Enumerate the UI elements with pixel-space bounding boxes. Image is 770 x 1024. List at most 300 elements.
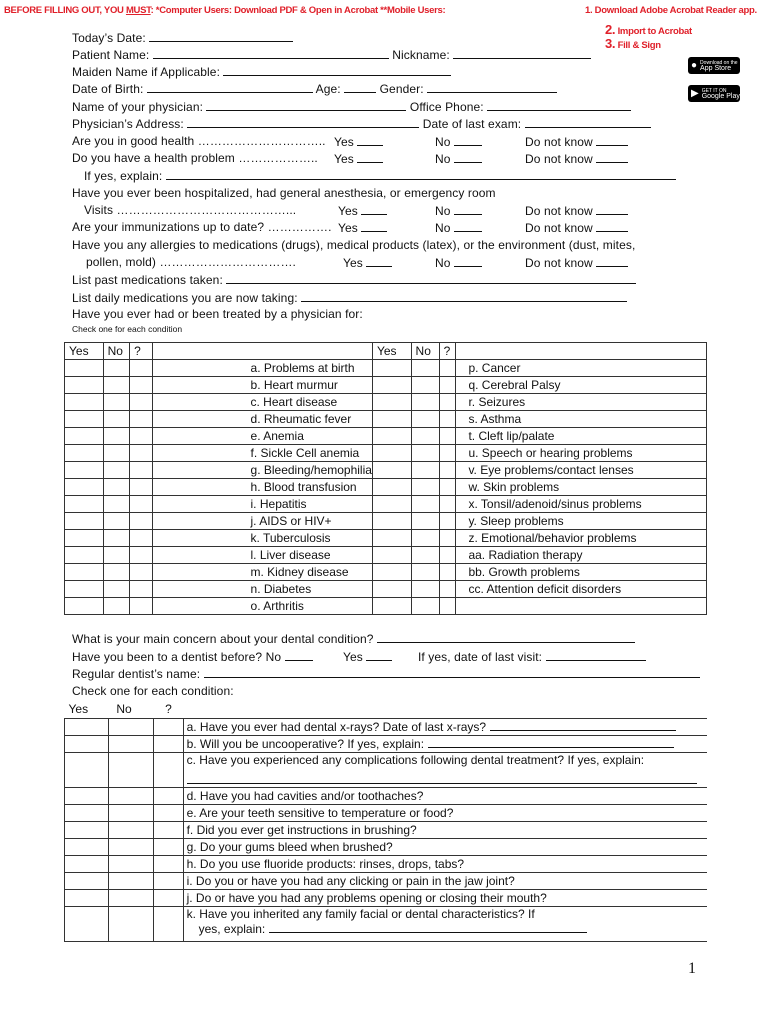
no-cell[interactable] [108,906,153,941]
condition-label: s. Asthma [456,411,707,428]
visits-dnk[interactable] [525,203,628,218]
no-label: No [435,256,451,270]
step-3-number: 3. [605,36,616,51]
no-cell[interactable] [411,462,439,479]
last-visit-label: If yes, date of last visit: [418,650,543,664]
no-cell[interactable] [103,530,130,547]
dental-question-text: b. Will you be uncooperative? If yes, explain: [186,737,425,751]
visits-row [84,203,296,217]
conditions-table [64,342,707,615]
health-problem-dnk[interactable] [525,151,628,166]
yes-cell[interactable] [372,513,411,530]
yes-cell[interactable] [65,530,104,547]
good-health-no[interactable] [435,134,482,149]
unknown-cell[interactable] [130,462,152,479]
health-problem-label: Do you have a health problem [72,151,235,165]
step-1-download: 1. Download Adobe Acrobat Reader app. [585,5,757,16]
no-cell[interactable] [411,377,439,394]
patient-name-row [72,47,591,62]
dental-row [65,821,708,838]
health-problem-row [72,151,318,165]
no-cell[interactable] [108,735,153,752]
no-cell[interactable] [411,496,439,513]
immunizations-yes[interactable] [338,220,387,235]
todays-date-label: Today’s Date: [72,31,146,45]
yes-cell[interactable] [65,718,109,735]
no-cell[interactable] [103,360,130,377]
health-problem-dots: ……………….. [238,151,318,165]
immunizations-dots: ……………. [267,220,332,234]
physician-address-field[interactable] [187,116,419,128]
been-before-label: Have you been to a dentist before? No [72,650,282,664]
yes-cell[interactable] [65,462,104,479]
no-cell[interactable] [108,804,153,821]
unknown-cell[interactable] [130,445,152,462]
google-small: GET IT ON [701,87,727,94]
dental-question [183,821,707,838]
past-meds-field[interactable] [226,272,636,284]
no-blank[interactable] [454,220,482,232]
col-unknown-header: ? [439,343,456,360]
condition-label: x. Tonsil/adenoid/sinus problems [456,496,707,513]
condition-label: r. Seizures [456,394,707,411]
yes-cell[interactable] [65,513,104,530]
dental-question-text: f. Did you ever get instructions in brushing? [186,822,417,837]
answer-field[interactable] [428,736,674,748]
yes-cell[interactable] [65,889,109,906]
pollen-row [86,255,296,269]
main-concern-field[interactable] [377,631,635,643]
conditions-header-row [65,343,707,360]
immunizations-dnk[interactable] [525,220,628,235]
visits-yes[interactable] [338,203,387,218]
yes-cell[interactable] [372,394,411,411]
yes-label: Yes [338,221,358,235]
no-cell[interactable] [108,838,153,855]
dental-question [183,718,707,735]
dental-row [65,872,708,889]
unknown-cell[interactable] [153,718,183,735]
col-no-header: No [103,343,130,360]
condition-row [65,513,707,530]
dental-row [65,787,708,804]
patient-name-field[interactable] [153,47,389,59]
unknown-cell[interactable] [439,513,456,530]
banner-must: MUST [125,5,151,16]
no-cell[interactable] [108,889,153,906]
yes-cell[interactable] [65,872,109,889]
todays-date-row [72,30,293,45]
condition-label: g. Bleeding/hemophilia [152,462,372,479]
banner-rest: : *Computer Users: Download PDF & Open in Acrobat **Mobile Users: [150,5,446,16]
yes-cell[interactable] [65,479,104,496]
col-yes-header: Yes [65,343,104,360]
unknown-cell[interactable] [153,855,183,872]
check-one-small: Check one for each condition [72,324,183,334]
yes-cell[interactable] [65,428,104,445]
google-play-badge[interactable] [688,85,740,102]
unknown-cell[interactable] [439,598,456,615]
no-cell[interactable] [103,445,130,462]
no-blank[interactable] [454,255,482,267]
unknown-cell[interactable] [153,821,183,838]
no-label: No [435,152,451,166]
no-blank[interactable] [454,151,482,163]
condition-label: v. Eye problems/contact lenses [456,462,707,479]
apple-icon: ● [691,59,698,71]
condition-label: l. Liver disease [152,547,372,564]
regular-dentist-label: Regular dentist’s name: [72,667,201,681]
yes-label: Yes [343,256,363,270]
no-cell[interactable] [103,411,130,428]
been-before-row [72,649,313,664]
condition-label: w. Skin problems [456,479,707,496]
physician-name-label: Name of your physician: [72,100,204,114]
no-label: No [435,135,451,149]
yes-cell[interactable] [372,445,411,462]
immunizations-no[interactable] [435,220,482,235]
unknown-cell[interactable] [153,735,183,752]
unknown-cell[interactable] [153,872,183,889]
office-phone-label: Office Phone: [409,100,484,114]
header-blank [456,343,707,360]
yes-cell[interactable] [65,564,104,581]
visits-no[interactable] [435,203,482,218]
yes-cell[interactable] [65,394,104,411]
no-cell[interactable] [411,547,439,564]
answer-field[interactable] [490,719,676,731]
condition-label: u. Speech or hearing problems [456,445,707,462]
unknown-cell[interactable] [130,598,152,615]
condition-label: e. Anemia [152,428,372,445]
nickname-field[interactable] [453,47,591,59]
dental-question-text: d. Have you had cavities and/or toothaches? [186,788,424,803]
yes-explain-line [187,921,707,936]
header-blank [152,343,372,360]
yes-label: Yes [338,204,358,218]
yes-blank[interactable] [357,134,383,146]
unknown-cell[interactable] [130,394,152,411]
yes-cell[interactable] [65,598,104,615]
answer-field[interactable] [187,772,697,784]
banner-prefix: BEFORE FILLING OUT, YOU [4,5,126,16]
condition-label: h. Blood transfusion [152,479,372,496]
dental-question [183,838,707,855]
office-phone-field[interactable] [487,99,631,111]
yes-cell[interactable] [65,787,109,804]
daily-meds-label: List daily medications you are now taking: [72,291,298,305]
no-cell[interactable] [411,581,439,598]
good-health-dnk[interactable] [525,134,628,149]
allergies-yes[interactable] [343,255,392,270]
no-cell[interactable] [103,428,130,445]
condition-label: f. Sickle Cell anemia [152,445,372,462]
unknown-cell[interactable] [153,752,183,787]
condition-label: b. Heart murmur [152,377,372,394]
immunizations-label: Are your immunizations up to date? [72,220,265,234]
no-cell[interactable] [103,496,130,513]
no-cell[interactable] [411,564,439,581]
if-yes-explain-label: If yes, explain: [84,169,163,183]
no-cell[interactable] [108,752,153,787]
past-meds-row [72,272,636,287]
dental-row [65,804,708,821]
play-icon: ▶ [691,87,699,99]
yes-cell[interactable] [65,752,109,787]
dental-row [65,889,708,906]
no-cell[interactable] [103,581,130,598]
step-2-number: 2. [605,22,616,37]
yes-cell[interactable] [372,428,411,445]
yes-cell[interactable] [372,598,411,615]
good-health-row [72,134,326,148]
dob-field[interactable] [147,81,313,93]
no-cell[interactable] [411,394,439,411]
yes-cell[interactable] [372,547,411,564]
google-big: Google Play [701,92,740,100]
yes-cell[interactable] [372,581,411,598]
yes-cell[interactable] [372,530,411,547]
been-before-no[interactable] [285,649,313,661]
allergies-label: Have you any allergies to medications (drugs), medical products (latex), or the environment (dust, mites, [72,238,636,252]
no-cell[interactable] [411,360,439,377]
unknown-cell[interactable] [130,547,152,564]
yes-cell[interactable] [372,411,411,428]
yes-cell[interactable] [65,547,104,564]
good-health-yes[interactable] [334,134,383,149]
pollen-label: pollen, mold) [86,255,157,269]
no-cell[interactable] [103,377,130,394]
dental-question-text: j. Do or have you had any problems opening or closing their mouth? [186,890,547,905]
no-cell[interactable] [411,530,439,547]
patient-name-label: Patient Name: [72,48,150,62]
unknown-cell[interactable] [439,479,456,496]
unknown-cell[interactable] [439,411,456,428]
no-cell[interactable] [103,462,130,479]
unknown-cell[interactable] [439,428,456,445]
unknown-cell[interactable] [153,906,183,941]
last-exam-label: Date of last exam: [422,117,522,131]
condition-label: d. Rheumatic fever [152,411,372,428]
unknown-cell[interactable] [130,513,152,530]
yes-cell[interactable] [65,377,104,394]
unknown-cell[interactable] [153,838,183,855]
yes-cell[interactable] [65,735,109,752]
unknown-cell[interactable] [130,530,152,547]
condition-row [65,428,707,445]
age-field[interactable] [344,81,376,93]
app-store-small: Download on the [700,59,738,66]
allergies-dnk[interactable] [525,255,628,270]
yes-cell[interactable] [372,377,411,394]
nickname-label: Nickname: [392,48,450,62]
dnk-label: Do not know [525,256,593,270]
no-cell[interactable] [411,445,439,462]
unknown-cell[interactable] [153,804,183,821]
yes-cell[interactable] [65,821,109,838]
yes-cell[interactable] [65,855,109,872]
no-cell[interactable] [103,598,130,615]
condition-row [65,377,707,394]
app-store-badge[interactable] [688,57,740,74]
dnk-blank[interactable] [596,220,628,232]
yes-cell[interactable] [65,838,109,855]
no-cell[interactable] [103,394,130,411]
yes-blank[interactable] [361,220,387,232]
condition-label: aa. Radiation therapy [456,547,707,564]
yes-cell[interactable] [65,496,104,513]
yes-blank[interactable] [366,255,392,267]
allergies-no[interactable] [435,255,482,270]
yes-cell[interactable] [65,445,104,462]
unknown-cell[interactable] [439,530,456,547]
condition-row [65,411,707,428]
main-concern-row [72,631,635,646]
condition-row [65,360,707,377]
unknown-cell[interactable] [439,547,456,564]
no-cell[interactable] [411,598,439,615]
unknown-cell[interactable] [130,428,152,445]
visits-label: Visits [84,203,114,217]
unknown-cell[interactable] [153,787,183,804]
unknown-cell[interactable] [130,360,152,377]
last-exam-field[interactable] [525,116,651,128]
yes-blank[interactable] [357,151,383,163]
unknown-cell[interactable] [439,394,456,411]
no-cell[interactable] [103,479,130,496]
answer-field[interactable] [269,921,587,933]
header-blank [183,701,707,718]
no-cell[interactable] [411,428,439,445]
no-cell[interactable] [108,787,153,804]
yes-cell[interactable] [372,564,411,581]
no-cell[interactable] [108,855,153,872]
page-number: 1 [688,960,696,977]
dnk-label: Do not know [525,221,593,235]
col-yes-header: Yes [372,343,411,360]
unknown-cell[interactable] [439,360,456,377]
dental-row [65,718,708,735]
condition-label: n. Diabetes [152,581,372,598]
good-health-label: Are you in good health [72,134,195,148]
visits-dots: ……………………………………... [116,203,297,217]
unknown-cell[interactable] [439,496,456,513]
if-yes-explain-field[interactable] [166,168,676,180]
unknown-cell[interactable] [439,462,456,479]
yes-blank[interactable] [361,203,387,215]
unknown-cell[interactable] [130,496,152,513]
last-visit-field[interactable] [546,649,646,661]
condition-label: q. Cerebral Palsy [456,377,707,394]
condition-row [65,479,707,496]
no-cell[interactable] [411,513,439,530]
dnk-blank[interactable] [596,134,628,146]
physician-name-field[interactable] [206,99,406,111]
no-cell[interactable] [108,718,153,735]
check-one-label: Check one for each condition: [72,684,234,698]
yes-cell[interactable] [372,360,411,377]
condition-row [65,394,707,411]
col-no-header: No [116,702,132,717]
dental-question-text: e. Are your teeth sensitive to temperature or food? [186,805,454,820]
yes-cell[interactable] [65,581,104,598]
yes-cell[interactable] [65,411,104,428]
unknown-cell[interactable] [130,377,152,394]
maiden-name-row [72,64,451,79]
dental-question [183,804,707,821]
dental-question-text: h. Do you use fluoride products: rinses, drops, tabs? [186,856,465,871]
unknown-cell[interactable] [439,377,456,394]
unknown-cell[interactable] [153,889,183,906]
dnk-blank[interactable] [596,151,628,163]
condition-row [65,496,707,513]
no-cell[interactable] [103,547,130,564]
no-cell[interactable] [411,479,439,496]
health-problem-yes[interactable] [334,151,383,166]
been-before-yes[interactable] [343,649,392,664]
step-2-text: Import to Acrobat [617,26,692,37]
yes-cell[interactable] [372,496,411,513]
todays-date-field[interactable] [149,30,293,42]
unknown-cell[interactable] [130,479,152,496]
daily-meds-field[interactable] [301,290,627,302]
yes-label: Yes [334,152,354,166]
col-no-header: No [411,343,439,360]
no-cell[interactable] [103,564,130,581]
yes-blank[interactable] [366,649,392,661]
no-label: No [435,221,451,235]
yes-cell[interactable] [65,906,109,941]
condition-label: cc. Attention deficit disorders [456,581,707,598]
yes-cell[interactable] [372,462,411,479]
step-3-fill-sign [605,36,661,51]
dental-question-text: c. Have you experienced any complications following dental treatment? If yes, explain: [186,752,645,767]
no-cell[interactable] [108,872,153,889]
no-blank[interactable] [454,134,482,146]
gender-field[interactable] [427,81,557,93]
dental-question [183,906,707,941]
condition-label: m. Kidney disease [152,564,372,581]
health-problem-no[interactable] [435,151,482,166]
condition-label: o. Arthritis [152,598,372,615]
dnk-label: Do not know [525,135,593,149]
regular-dentist-field[interactable] [204,666,700,678]
unknown-cell[interactable] [130,411,152,428]
unknown-cell[interactable] [130,564,152,581]
condition-label: a. Problems at birth [152,360,372,377]
condition-row [65,598,707,615]
no-cell[interactable] [411,411,439,428]
no-cell[interactable] [103,513,130,530]
yes-cell[interactable] [65,804,109,821]
regular-dentist-row [72,666,700,681]
dnk-blank[interactable] [596,255,628,267]
maiden-name-field[interactable] [223,64,451,76]
condition-label: c. Heart disease [152,394,372,411]
unknown-cell[interactable] [439,445,456,462]
yes-cell[interactable] [65,360,104,377]
yes-cell[interactable] [372,479,411,496]
unknown-cell[interactable] [439,581,456,598]
no-cell[interactable] [108,821,153,838]
dental-question-text: g. Do your gums bleed when brushed? [186,839,393,854]
dnk-blank[interactable] [596,203,628,215]
no-blank[interactable] [454,203,482,215]
unknown-cell[interactable] [130,581,152,598]
dental-row [65,735,708,752]
no-label: No [435,204,451,218]
unknown-cell[interactable] [439,564,456,581]
